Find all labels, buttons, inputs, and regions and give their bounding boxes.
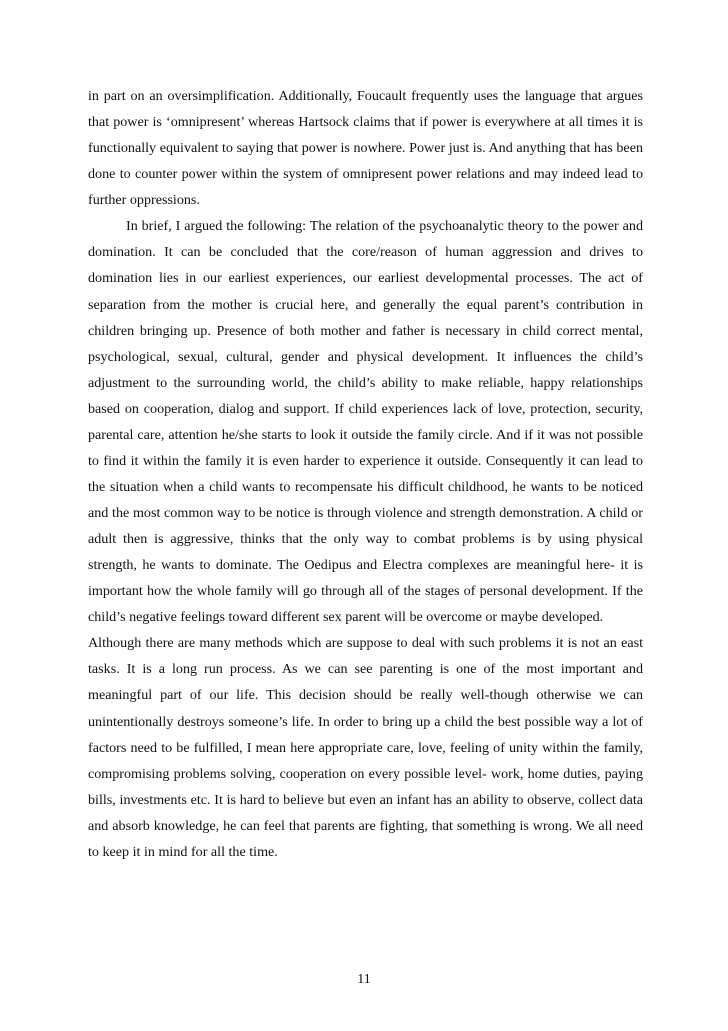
- body-text: [88, 83, 643, 865]
- paragraph-parenting: Although there are many methods which are suppose to deal with such problems it is not an east tasks. It is a long run process. As we can see parenting is one of the most important and meaningful part of our life. This decision should be really well-though otherwise we can unintentionally destroys someone’s life. In order to bring up a child the best possible way a lot of factors need to be fulfilled, I mean here appropriate care, love, feeling of unity within the family, compromising problems solving, cooperation on every possible level- work, home duties, paying bills, investments etc. It is hard to believe but even an infant has an ability to observe, collect data and absorb knowledge, he can feel that parents are fighting, that something is wrong. We all need to keep it in mind for all the time.: [88, 635, 643, 860]
- paragraph-continuation: in part on an oversimplification. Additionally, Foucault frequently uses the language that argues that power is ‘omnipresent’ whereas Hartsock claims that if power is everywhere at all times it is functionally equivalent to saying that power is nowhere. Power just is. And anything that has been done to counter power within the system of omnipresent power relations and may indeed lead to further oppressions.: [88, 88, 643, 209]
- page-number: 11: [357, 972, 371, 987]
- paragraph-summary: In brief, I argued the following: The relation of the psychoanalytic theory to the power and domination. It can be concluded that the core/reason of human aggression and drives to domination lies in our earliest experiences, our earliest developmental processes. The act of separation from the mother is crucial here, and generally the equal parent’s contribution in children bringing up. Presence of both mother and father is necessary in child correct mental, psychological, sexual, cultural, gender and physical development. It influences the child’s adjustment to the surrounding world, the child’s ability to make reliable, happy relationships based on cooperation, dialog and support. If child experiences lack of love, protection, security, parental care, attention he/she starts to look it outside the family circle. And if it was not possible to find it within the family it is even harder to experience it outside. Consequently it can lead to the situation when a child wants to recompensate his difficult childhood, he wants to be noticed and the most common way to be notice is through violence and strength demonstration. A child or adult then is aggressive, thinks that the only way to combat problems is by using physical strength, he wants to dominate. The Oedipus and Electra complexes are meaningful here- it is important how the whole family will go through all of the stages of personal development. If the child’s negative feelings toward different sex parent will be overcome or maybe developed.: [88, 218, 643, 626]
